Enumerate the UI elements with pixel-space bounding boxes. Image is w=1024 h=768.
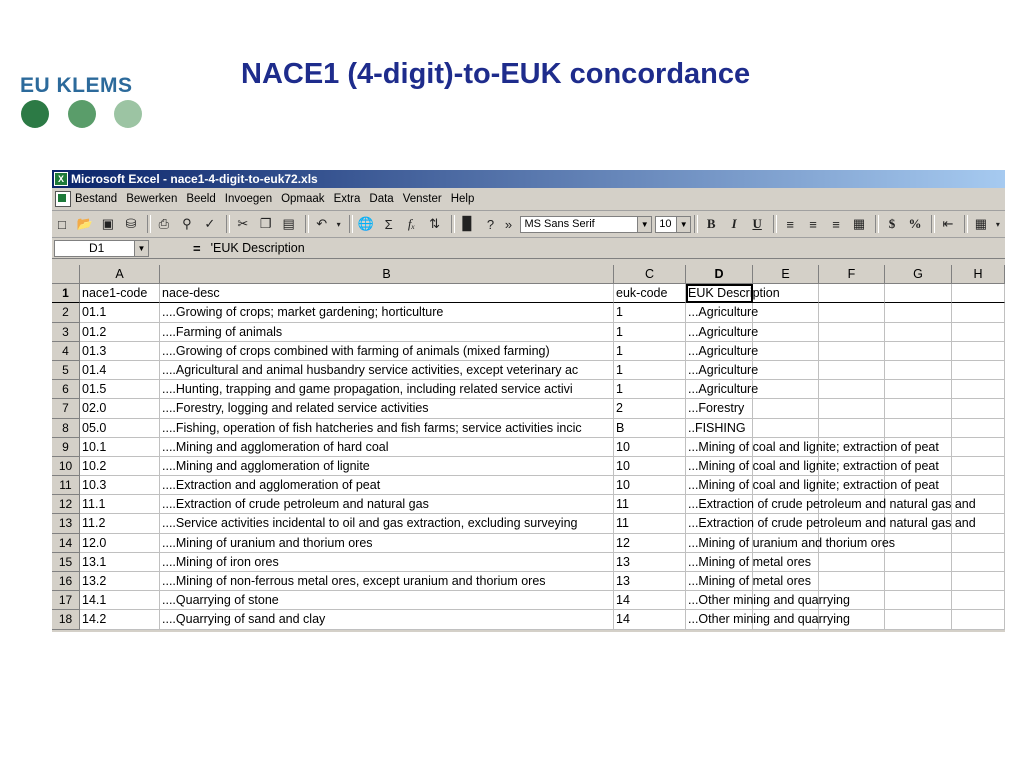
column-header-a[interactable]: A (80, 265, 160, 284)
cell-euk-description[interactable]: ...Forestry (686, 399, 753, 418)
cell-euk-description[interactable]: EUK Description (686, 284, 753, 303)
sort-ascending-icon[interactable]: ⇅ (429, 216, 440, 231)
window-title: Microsoft Excel - nace1-4-digit-to-euk72.xls (71, 172, 318, 186)
table-row (52, 572, 1005, 591)
cut-icon[interactable]: ✂ (237, 216, 249, 231)
chart-wizard-icon[interactable]: ▉ (462, 216, 473, 231)
chevron-down-icon[interactable]: ▼ (637, 217, 651, 232)
standard-toolbar (52, 211, 1005, 238)
merge-center-icon[interactable]: ▦ (852, 216, 866, 231)
window-titlebar (52, 170, 1005, 188)
menu-beeld[interactable]: Beeld (186, 193, 216, 205)
cell-euk-code[interactable]: 10 (614, 438, 686, 457)
new-file-icon[interactable]: □ (58, 216, 66, 232)
menu-data[interactable]: Data (369, 193, 394, 205)
cell-euk-code[interactable]: B (614, 419, 686, 438)
font-size-value: 10 (659, 218, 672, 230)
row-header[interactable]: 16 (52, 572, 80, 591)
cell-empty[interactable] (819, 361, 885, 380)
column-header-e[interactable]: E (753, 265, 819, 284)
cell-nace-desc[interactable]: ....Extraction of crude petroleum and natural gas (160, 495, 614, 514)
row-header[interactable]: 6 (52, 380, 80, 399)
excel-window (52, 170, 1005, 632)
name-box-value: D1 (89, 240, 105, 255)
row-header[interactable]: 14 (52, 534, 80, 553)
column-header-h[interactable]: H (952, 265, 1005, 284)
font-name-value: MS Sans Serif (524, 218, 595, 230)
cell-empty[interactable] (885, 323, 952, 342)
insert-function-icon[interactable]: fₓ (407, 216, 416, 231)
cell-euk-description[interactable]: ...Mining of uranium and thorium ores (686, 534, 753, 553)
cell-empty[interactable] (753, 361, 819, 380)
decrease-indent-icon[interactable]: ⇤ (942, 216, 954, 231)
cell-empty[interactable] (753, 303, 819, 322)
toolbar-separator (226, 215, 230, 233)
menu-invoegen[interactable]: Invoegen (224, 193, 273, 205)
cell-euk-description[interactable]: ...Extraction of crude petroleum and natural gas and (686, 495, 753, 514)
cell-euk-description[interactable]: ...Agriculture (686, 303, 753, 322)
cell-euk-description[interactable]: ...Agriculture (686, 323, 753, 342)
name-box[interactable] (54, 240, 149, 257)
cell-empty[interactable] (952, 342, 1005, 361)
cell-euk-code[interactable]: 11 (614, 495, 686, 514)
cell-euk-description[interactable]: ...Other mining and quarrying (686, 610, 753, 629)
copy-icon[interactable]: ❐ (259, 216, 272, 231)
cell-nace1-code[interactable]: nace1-code (80, 284, 160, 303)
toolbar-separator (305, 215, 309, 233)
table-row (52, 399, 1005, 418)
table-row (52, 419, 1005, 438)
cell-euk-code[interactable]: 1 (614, 323, 686, 342)
cell-nace-desc[interactable]: ....Farming of animals (160, 323, 614, 342)
formula-bar (52, 238, 1005, 259)
align-center-icon[interactable]: ≡ (809, 216, 817, 232)
cell-nace-desc[interactable]: ....Mining of uranium and thorium ores (160, 534, 614, 553)
cell-nace1-code[interactable]: 11.1 (80, 495, 160, 514)
cell-empty[interactable] (952, 399, 1005, 418)
workbook-icon[interactable] (55, 191, 71, 207)
cell-empty[interactable] (819, 399, 885, 418)
cell-nace-desc[interactable]: ....Mining of non-ferrous metal ores, except uranium and thorium ores (160, 572, 614, 591)
column-header-d[interactable]: D (686, 265, 753, 284)
cell-nace-desc[interactable]: ....Forestry, logging and related service activities (160, 399, 614, 418)
spreadsheet-grid (52, 265, 1005, 630)
align-right-icon[interactable]: ≡ (832, 216, 840, 232)
cell-euk-description[interactable]: ...Other mining and quarrying (686, 591, 753, 610)
help-icon[interactable]: ? (486, 216, 495, 232)
cell-nace-desc[interactable]: ....Hunting, trapping and game propagation, including related service activi (160, 380, 614, 399)
cell-empty[interactable] (885, 591, 952, 610)
cell-empty[interactable] (819, 284, 885, 303)
table-row (52, 438, 1005, 457)
menu-bestand[interactable]: Bestand (75, 193, 118, 205)
table-row (52, 514, 1005, 533)
undo-dropdown-icon[interactable]: ▾ (336, 219, 341, 229)
cell-nace-desc[interactable]: nace-desc (160, 284, 614, 303)
paste-icon[interactable]: ▤ (282, 216, 295, 231)
cell-euk-code[interactable]: 12 (614, 534, 686, 553)
cell-empty[interactable] (952, 553, 1005, 572)
table-row (52, 342, 1005, 361)
hyperlink-icon[interactable]: 🌐 (357, 216, 374, 231)
percent-button[interactable]: % (908, 216, 922, 231)
row-header[interactable]: 2 (52, 303, 80, 322)
cell-nace-desc[interactable]: ....Fishing, operation of fish hatcheries and fish farms; service activities incic (160, 419, 614, 438)
cell-empty[interactable] (885, 361, 952, 380)
cell-euk-description[interactable]: ...Mining of metal ores (686, 553, 753, 572)
toolbar-separator (349, 215, 353, 233)
cell-euk-description[interactable]: ...Mining of coal and lignite; extraction of peat (686, 438, 753, 457)
table-row (52, 380, 1005, 399)
logo-dot-2 (68, 100, 96, 128)
cell-nace-desc[interactable]: ....Growing of crops; market gardening; horticulture (160, 303, 614, 322)
autosum-icon[interactable]: Σ (384, 216, 393, 232)
print-preview-icon[interactable]: ⚲ (182, 216, 192, 231)
formula-input[interactable]: 'EUK Description (210, 241, 305, 255)
cell-nace1-code[interactable]: 13.2 (80, 572, 160, 591)
cell-empty[interactable] (952, 476, 1005, 495)
toolbar-separator (147, 215, 151, 233)
cell-euk-description[interactable]: ...Agriculture (686, 380, 753, 399)
cell-nace1-code[interactable]: 11.2 (80, 514, 160, 533)
cell-empty[interactable] (952, 361, 1005, 380)
undo-icon[interactable]: ↶ (316, 216, 328, 231)
row-header[interactable]: 9 (52, 438, 80, 457)
cell-empty[interactable] (753, 419, 819, 438)
cell-empty[interactable] (753, 399, 819, 418)
cell-empty[interactable] (952, 419, 1005, 438)
cell-nace1-code[interactable]: 05.0 (80, 419, 160, 438)
cell-empty[interactable] (819, 419, 885, 438)
cell-nace1-code[interactable]: 14.1 (80, 591, 160, 610)
cell-euk-description[interactable]: ...Mining of coal and lignite; extraction of peat (686, 457, 753, 476)
align-left-icon[interactable]: ≡ (786, 216, 794, 232)
table-row (52, 495, 1005, 514)
row-header[interactable]: 13 (52, 514, 80, 533)
cell-nace1-code[interactable]: 01.4 (80, 361, 160, 380)
cell-empty[interactable] (885, 380, 952, 399)
table-row (52, 303, 1005, 322)
cell-nace-desc[interactable]: ....Mining of iron ores (160, 553, 614, 572)
cell-empty[interactable] (952, 380, 1005, 399)
table-row (52, 610, 1005, 629)
toolbar-separator (694, 215, 698, 233)
cell-empty[interactable] (885, 534, 952, 553)
row-header[interactable]: 15 (52, 553, 80, 572)
cell-empty[interactable] (952, 457, 1005, 476)
column-header-g[interactable]: G (885, 265, 952, 284)
cell-euk-description[interactable]: ...Mining of coal and lignite; extraction of peat (686, 476, 753, 495)
row-header[interactable]: 17 (52, 591, 80, 610)
save-icon[interactable]: ▣ (101, 216, 115, 231)
toolbar-separator (451, 215, 455, 233)
toolbar-options-icon[interactable]: » (504, 216, 513, 232)
permission-icon[interactable]: ⛁ (125, 216, 137, 231)
column-header-b[interactable]: B (160, 265, 614, 284)
logo-dot-1 (21, 100, 49, 128)
cell-euk-code[interactable]: 1 (614, 361, 686, 380)
cell-empty[interactable] (753, 342, 819, 361)
cell-nace1-code[interactable]: 10.1 (80, 438, 160, 457)
cell-empty[interactable] (819, 380, 885, 399)
cell-euk-description[interactable]: ...Mining of metal ores (686, 572, 753, 591)
cell-nace-desc[interactable]: ....Quarrying of stone (160, 591, 614, 610)
cell-nace-desc[interactable]: ....Quarrying of sand and clay (160, 610, 614, 629)
cell-nace1-code[interactable]: 01.1 (80, 303, 160, 322)
cell-nace-desc[interactable]: ....Agricultural and animal husbandry service activities, except veterinary ac (160, 361, 614, 380)
cell-nace1-code[interactable]: 13.1 (80, 553, 160, 572)
cell-euk-code[interactable]: 2 (614, 399, 686, 418)
cell-nace1-code[interactable]: 01.5 (80, 380, 160, 399)
cell-euk-code[interactable]: 13 (614, 572, 686, 591)
font-size-select[interactable] (655, 216, 691, 233)
toolbar-separator (875, 215, 879, 233)
column-header-c[interactable]: C (614, 265, 686, 284)
cell-empty[interactable] (885, 419, 952, 438)
table-row (52, 284, 1005, 303)
cell-nace1-code[interactable]: 12.0 (80, 534, 160, 553)
menu-bar (52, 188, 1005, 211)
cell-empty[interactable] (885, 342, 952, 361)
open-folder-icon[interactable]: 📂 (76, 216, 94, 231)
row-header[interactable]: 18 (52, 610, 80, 629)
cell-empty[interactable] (885, 610, 952, 629)
currency-button[interactable]: $ (888, 216, 896, 231)
logo-dot-3 (114, 100, 142, 128)
logo-text: EU KLEMS (20, 74, 133, 97)
chevron-down-icon[interactable]: ▼ (676, 217, 690, 232)
chevron-down-icon[interactable]: ▼ (134, 241, 148, 256)
table-row (52, 591, 1005, 610)
cell-nace-desc[interactable]: ....Extraction and agglomeration of peat (160, 476, 614, 495)
cell-empty[interactable] (885, 572, 952, 591)
cell-euk-description[interactable]: ...Agriculture (686, 361, 753, 380)
table-row (52, 553, 1005, 572)
column-header-row (52, 265, 1005, 284)
row-header[interactable]: 12 (52, 495, 80, 514)
cell-nace1-code[interactable]: 01.3 (80, 342, 160, 361)
row-header[interactable]: 5 (52, 361, 80, 380)
cell-empty[interactable] (952, 591, 1005, 610)
cell-empty[interactable] (952, 534, 1005, 553)
bold-button[interactable]: B (706, 216, 716, 231)
cell-empty[interactable] (885, 399, 952, 418)
table-row (52, 534, 1005, 553)
cell-nace1-code[interactable]: 01.2 (80, 323, 160, 342)
cell-euk-code[interactable]: 13 (614, 553, 686, 572)
cell-nace1-code[interactable]: 10.2 (80, 457, 160, 476)
table-row (52, 361, 1005, 380)
excel-app-icon: X (54, 172, 68, 186)
cell-empty[interactable] (819, 553, 885, 572)
formula-equals-sign[interactable]: = (193, 240, 201, 256)
table-row (52, 476, 1005, 495)
row-header[interactable]: 10 (52, 457, 80, 476)
borders-dropdown-icon[interactable]: ▾ (995, 219, 1000, 229)
font-name-select[interactable] (520, 216, 652, 233)
cell-empty[interactable] (819, 303, 885, 322)
cell-euk-code[interactable]: 14 (614, 610, 686, 629)
cell-nace1-code[interactable]: 10.3 (80, 476, 160, 495)
cell-nace-desc[interactable]: ....Mining and agglomeration of hard coal (160, 438, 614, 457)
cell-empty[interactable] (885, 553, 952, 572)
cell-empty[interactable] (819, 323, 885, 342)
toolbar-separator (964, 215, 968, 233)
cell-euk-code[interactable]: 1 (614, 380, 686, 399)
cell-nace1-code[interactable]: 02.0 (80, 399, 160, 418)
cell-empty[interactable] (753, 380, 819, 399)
row-header[interactable]: 11 (52, 476, 80, 495)
cell-euk-code[interactable]: 14 (614, 591, 686, 610)
spelling-icon[interactable]: ✓ (204, 216, 216, 231)
data-rows (52, 284, 1005, 629)
eu-klems-logo (18, 74, 148, 134)
row-header[interactable]: 3 (52, 323, 80, 342)
cell-empty[interactable] (885, 284, 952, 303)
menu-extra[interactable]: Extra (333, 193, 361, 205)
cell-empty[interactable] (753, 323, 819, 342)
underline-button[interactable]: U (752, 216, 762, 231)
cell-euk-code[interactable]: 11 (614, 514, 686, 533)
cell-euk-description[interactable]: ..FISHING (686, 419, 753, 438)
slide-title: NACE1 (4-digit)-to-EUK concordance (241, 58, 751, 90)
cell-euk-code[interactable]: 1 (614, 342, 686, 361)
cell-empty[interactable] (952, 284, 1005, 303)
toolbar-separator (773, 215, 777, 233)
cell-empty[interactable] (885, 303, 952, 322)
cell-nace-desc[interactable]: ....Growing of crops combined with farming of animals (mixed farming) (160, 342, 614, 361)
row-header[interactable]: 8 (52, 419, 80, 438)
italic-button[interactable]: I (731, 216, 737, 231)
cell-euk-code[interactable]: euk-code (614, 284, 686, 303)
cell-nace-desc[interactable]: ....Service activities incidental to oil and gas extraction, excluding surveying (160, 514, 614, 533)
cell-empty[interactable] (952, 303, 1005, 322)
menu-opmaak[interactable]: Opmaak (281, 193, 325, 205)
cell-nace-desc[interactable]: ....Mining and agglomeration of lignite (160, 457, 614, 476)
cell-euk-code[interactable]: 10 (614, 476, 686, 495)
table-row (52, 457, 1005, 476)
select-all-corner[interactable] (52, 265, 80, 284)
borders-icon[interactable]: ▦ (974, 216, 988, 231)
menu-help[interactable]: Help (450, 193, 475, 205)
cell-empty[interactable] (952, 323, 1005, 342)
row-header[interactable]: 4 (52, 342, 80, 361)
cell-euk-code[interactable]: 10 (614, 457, 686, 476)
cell-empty[interactable] (952, 610, 1005, 629)
cell-nace1-code[interactable]: 14.2 (80, 610, 160, 629)
row-header[interactable]: 7 (52, 399, 80, 418)
menu-venster[interactable]: Venster (402, 193, 442, 205)
menu-bewerken[interactable]: Bewerken (126, 193, 178, 205)
cell-euk-description[interactable]: ...Extraction of crude petroleum and natural gas and (686, 514, 753, 533)
cell-empty[interactable] (952, 572, 1005, 591)
column-header-f[interactable]: F (819, 265, 885, 284)
row-header[interactable]: 1 (52, 284, 80, 303)
table-row (52, 323, 1005, 342)
print-icon[interactable]: ⎙ (158, 216, 170, 231)
cell-empty[interactable] (819, 342, 885, 361)
toolbar-separator (931, 215, 935, 233)
cell-euk-code[interactable]: 1 (614, 303, 686, 322)
cell-empty[interactable] (952, 438, 1005, 457)
cell-empty[interactable] (819, 572, 885, 591)
cell-euk-description[interactable]: ...Agriculture (686, 342, 753, 361)
